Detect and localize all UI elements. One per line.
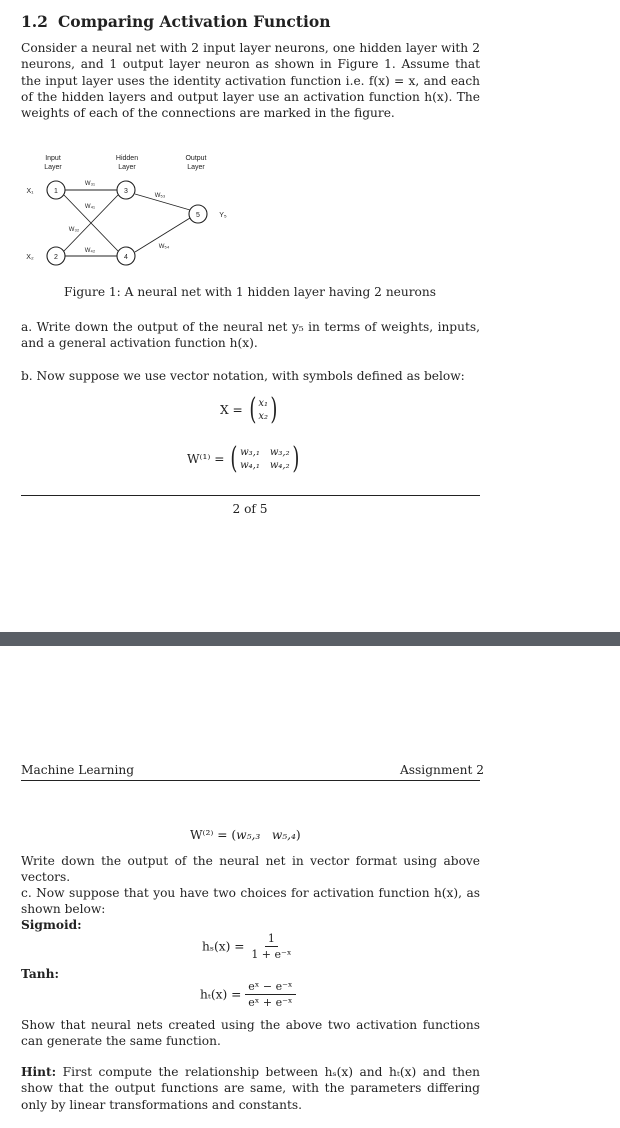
equation-x bbox=[220, 392, 280, 427]
part-b-text: b. Now suppose we use vector notation, with symbols defined as below: bbox=[21, 369, 465, 383]
section-title bbox=[21, 12, 330, 31]
tanh-numerator: eˣ − e⁻ˣ bbox=[245, 980, 295, 995]
page-number: 2 of 5 bbox=[232, 502, 268, 516]
sigmoid-numerator: 1 bbox=[265, 932, 278, 947]
w2-entry-1: w₅,₃ bbox=[236, 828, 261, 842]
w1-entry-21: w₄,₁ bbox=[240, 460, 260, 471]
section-heading: Comparing Activation Function bbox=[57, 12, 331, 31]
hint-paragraph bbox=[21, 1064, 480, 1113]
running-header-left: Machine Learning bbox=[21, 763, 135, 777]
show-text: Show that neural nets created using the above two activation functions can generate the same function. bbox=[21, 1018, 480, 1049]
running-header-right: Assignment 2 bbox=[400, 763, 485, 777]
node-4-label: 4 bbox=[124, 254, 128, 261]
hint-label: Hint: bbox=[21, 1065, 57, 1079]
weight-w54: W₅₄ bbox=[158, 244, 170, 250]
equation-w2-lhs: W⁽²⁾ = bbox=[190, 828, 228, 842]
weight-w32: W₃₂ bbox=[68, 227, 80, 233]
label-output-layer-1: Output bbox=[185, 155, 207, 162]
w1-entry-11: w₃,₁ bbox=[240, 447, 260, 458]
part-a-text: a. Write down the output of the neural net y₅ in terms of weights, inputs, and a general activation function h(x). bbox=[21, 320, 480, 351]
node-1-label: 1 bbox=[54, 188, 58, 195]
hint-text: First compute the relationship between hₛ(x) and hₜ(x) and then show that the output functions are same, with the parameters differing only by linear transformations and constants. bbox=[21, 1065, 480, 1112]
label-hidden-layer-1: Hidden bbox=[115, 155, 139, 162]
sigmoid-lhs: hₛ(x) = bbox=[202, 939, 245, 954]
vector-instruction: Write down the output of the neural net in vector format using above vectors. bbox=[21, 854, 480, 885]
node-2-label: 2 bbox=[54, 254, 58, 261]
page-separator bbox=[0, 632, 620, 646]
w2-entry-2: w₅,₄ bbox=[271, 828, 296, 842]
x-entry-1: x₁ bbox=[258, 398, 269, 409]
node-3-label: 3 bbox=[124, 188, 128, 195]
vector-x: ( x₁ x₂ ) bbox=[248, 392, 278, 427]
tanh-lhs: hₜ(x) = bbox=[200, 987, 242, 1002]
matrix-w1: ( w₃,₁ w₃,₂ w₄,₁ w₄,₂ ) bbox=[230, 441, 299, 476]
equation-w1 bbox=[187, 441, 301, 476]
tanh-label: Tanh: bbox=[21, 967, 60, 981]
figure-caption: Figure 1: A neural net with 1 hidden layer having 2 neurons bbox=[64, 285, 436, 299]
equation-tanh bbox=[200, 980, 296, 1009]
weight-w41: W₄₁ bbox=[84, 204, 96, 210]
equation-w1-lhs: W⁽¹⁾ = bbox=[187, 452, 225, 466]
label-input-layer-1: Input bbox=[45, 155, 61, 162]
x-entry-2: x₂ bbox=[258, 411, 269, 422]
header-rule bbox=[21, 780, 480, 781]
label-hidden-layer-2: Layer bbox=[118, 164, 136, 171]
w1-entry-22: w₄,₂ bbox=[269, 460, 290, 471]
label-input-layer-2: Layer bbox=[44, 164, 62, 171]
equation-w2: W⁽²⁾ = (w₅,₃ w₅,₄) bbox=[190, 828, 301, 842]
part-c-text: c. Now suppose that you have two choices for activation function h(x), as shown below: bbox=[21, 886, 480, 917]
neural-net-figure bbox=[20, 148, 240, 270]
weight-w53: W₅₃ bbox=[154, 193, 166, 199]
sigmoid-denominator: 1 + e⁻ˣ bbox=[251, 948, 292, 961]
input-x1-label: X₁ bbox=[26, 188, 34, 195]
label-output-layer-2: Layer bbox=[187, 164, 205, 171]
sigmoid-label: Sigmoid: bbox=[21, 918, 82, 932]
output-y5-label: Y₅ bbox=[219, 212, 227, 219]
intro-paragraph: Consider a neural net with 2 input layer neurons, one hidden layer with 2 neurons, and 1 output layer neuron as shown in Figure 1. Assume that the input layer uses the identity activation function i.e. f(x) = x, and each of the hidden layers and output layer use an activation function h(x). The weights of each of the connections are marked in the figure. bbox=[21, 41, 480, 121]
footer-rule bbox=[21, 495, 480, 496]
weight-w31: W₃₁ bbox=[84, 181, 96, 187]
input-x2-label: X₂ bbox=[26, 254, 34, 261]
tanh-denominator: eˣ + e⁻ˣ bbox=[248, 996, 293, 1009]
node-5-label: 5 bbox=[196, 212, 200, 219]
section-number: 1.2 bbox=[21, 12, 48, 31]
equation-sigmoid bbox=[202, 932, 295, 961]
w1-entry-12: w₃,₂ bbox=[269, 447, 290, 458]
equation-x-lhs: X = bbox=[220, 403, 243, 417]
weight-w42: W₄₂ bbox=[84, 248, 96, 254]
